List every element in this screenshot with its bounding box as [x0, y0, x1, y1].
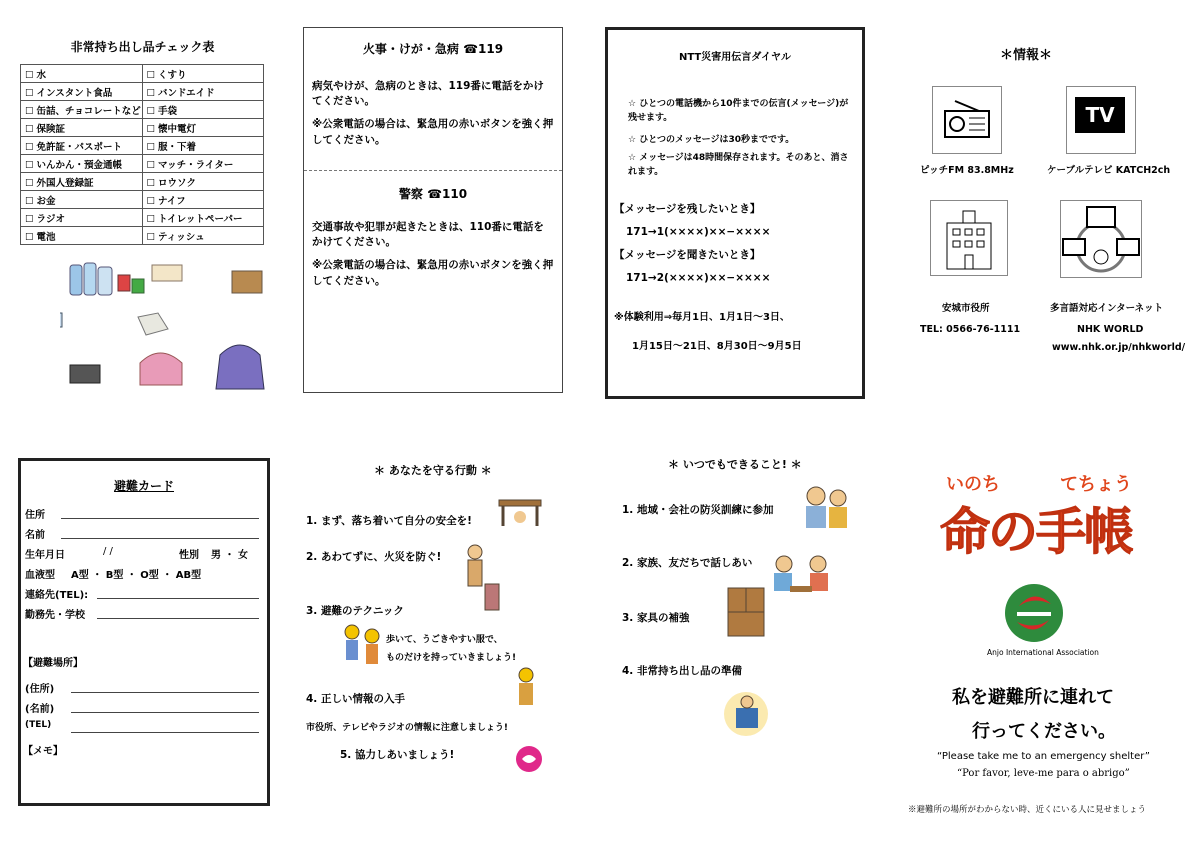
drill-people-icon — [798, 482, 854, 530]
radio-station-label: ピッチFM 83.8MHz — [920, 165, 1014, 176]
tv-icon — [1066, 86, 1136, 154]
association-logo — [1003, 582, 1065, 644]
contact-label: 連絡先(TEL): — [25, 590, 89, 601]
memo-heading: 【メモ】 — [23, 746, 63, 757]
fire-ambulance-text: 病気やけが、急病のときは、119番に電話をかけてください。 — [312, 80, 544, 108]
checklist-item[interactable]: ☐ 保険証 — [21, 119, 143, 137]
blood-type-label: 血液型 — [25, 570, 55, 581]
checklist-row — [21, 101, 264, 119]
action-item-5: 5. 協力しあいましょう! — [340, 749, 455, 761]
shelter-heading: 【避難場所】 — [23, 658, 83, 669]
leave-message-number: 171→1(××××)××−×××× — [626, 225, 771, 238]
radio-icon — [70, 365, 100, 383]
checklist-item[interactable]: ☐ トイレットペーパー — [142, 209, 264, 227]
checklist-row — [21, 173, 264, 191]
cable-tv-label: ケーブルテレビ KATCH2ch — [1047, 165, 1171, 176]
name-field[interactable] — [61, 538, 259, 539]
checklist-item[interactable]: ☐ 手袋 — [142, 101, 264, 119]
anytime-title: ＊ いつでもできること! ＊ — [668, 458, 802, 471]
internet-network-icon — [1060, 200, 1142, 278]
evacuating-people-icon — [340, 622, 384, 672]
city-hall-icon — [930, 200, 1008, 276]
gender-options[interactable]: 男 ・ 女 — [211, 550, 248, 561]
shelter-name-label: (名前) — [25, 704, 55, 715]
police-text: 交通事故や犯罪が起きたときは、110番に電話をかけてください。 — [312, 220, 544, 249]
shelter-name-field[interactable] — [71, 712, 259, 713]
towel-icon — [140, 353, 182, 385]
work-school-label: 勤務先・学校 — [25, 610, 85, 621]
birthday-field[interactable]: / / — [103, 546, 113, 557]
title-ruby-inochi: いのち — [946, 474, 1000, 495]
clothes-icon — [138, 313, 168, 335]
backpack-icon — [216, 345, 264, 389]
checklist-row — [21, 209, 264, 227]
portuguese-request: “Por favor, leve-me para o abrigo” — [957, 768, 1130, 779]
ntt-dial-panel — [605, 27, 865, 399]
multilingual-internet-label: 多言語対応インターネット — [1050, 303, 1164, 314]
checklist-item[interactable]: ☐ 電池 — [21, 227, 143, 245]
emergency-call-panel — [303, 27, 563, 393]
action-item-3-sub-2: ものだけを持っていきましょう! — [386, 653, 517, 663]
city-hall-label: 安城市役所 — [942, 303, 990, 314]
canned-food-icon — [118, 275, 144, 293]
checklist-item[interactable]: ☐ 懐中電灯 — [142, 119, 264, 137]
anytime-item-1: 1. 地域・会社の防災訓練に参加 — [622, 504, 774, 516]
english-request: “Please take me to an emergency shelter” — [937, 751, 1150, 762]
checklist-item[interactable]: ☐ 水 — [21, 65, 143, 83]
shelter-tel-label: (TEL) — [25, 720, 52, 730]
fire-extinguish-icon — [455, 540, 505, 612]
checklist-item[interactable]: ☐ バンドエイド — [142, 83, 264, 101]
emergency-bag-icon — [722, 688, 772, 740]
cooperation-logo-icon — [515, 745, 543, 773]
checklist-row — [21, 227, 264, 245]
info-title: ＊情報＊ — [1000, 48, 1053, 63]
leave-message-heading: 【メッセージを残したいとき】 — [614, 202, 761, 215]
shelter-request-line-2: 行ってください。 — [972, 721, 1116, 742]
police-payphone-note: ※公衆電話の場合は、緊急用の赤いボタンを強く押してください。 — [312, 259, 554, 287]
contact-field[interactable] — [97, 598, 259, 599]
checklist-item[interactable]: ☐ マッチ・ライター — [142, 155, 264, 173]
address-label: 住所 — [25, 510, 45, 521]
gender-label: 性別 — [179, 550, 199, 561]
action-item-2: 2. あわてずに、火災を防ぐ! — [306, 551, 442, 563]
checklist-item[interactable]: ☐ くすり — [142, 65, 264, 83]
cabinet-icon — [724, 584, 768, 640]
checklist-item[interactable]: ☐ いんかん・預金通帳 — [21, 155, 143, 173]
checklist-row — [21, 65, 264, 83]
checklist-row — [21, 191, 264, 209]
divider — [304, 170, 562, 171]
checklist-item[interactable]: ☐ 服・下着 — [142, 137, 264, 155]
shelter-tel-field[interactable] — [71, 732, 259, 733]
checklist-title: 非常持ち出し品チェック表 — [70, 40, 215, 54]
nhk-world-url: www.nhk.or.jp/nhkworld/ — [1052, 342, 1186, 353]
city-hall-phone: TEL: 0566-76-1111 — [920, 324, 1021, 335]
checklist-item[interactable]: ☐ ロウソク — [142, 173, 264, 191]
ntt-bullet-3: ☆ メッセージは48時間保存されます。そのあと、消されます。 — [628, 152, 849, 178]
checklist-row — [21, 83, 264, 101]
first-aid-kit-icon — [232, 271, 262, 293]
action-item-4: 4. 正しい情報の入手 — [306, 693, 405, 705]
medicine-icon — [60, 313, 62, 327]
checklist-row — [21, 155, 264, 173]
usage-note: ※避難所の場所がわからない時、近くにいる人に見せましょう — [908, 805, 1147, 815]
action-item-3-sub-1: 歩いて、うごきやすい服で、 — [386, 635, 503, 645]
card-title: 避難カード — [113, 479, 174, 493]
water-bottles-icon — [70, 263, 112, 295]
shelter-address-field[interactable] — [71, 692, 259, 693]
emergency-supplies-illustration — [60, 255, 270, 395]
checklist-row — [21, 119, 264, 137]
checklist-item[interactable]: ☐ ラジオ — [21, 209, 143, 227]
listen-message-number: 171→2(××××)××−×××× — [626, 272, 771, 285]
checklist-item[interactable]: ☐ インスタント食品 — [21, 83, 143, 101]
tv-icon-text: TV — [1075, 97, 1125, 133]
checklist-item[interactable]: ☐ 缶詰、チョコレートなど — [21, 101, 143, 119]
radio-icon — [932, 86, 1002, 154]
checklist-item[interactable]: ☐ 免許証・パスポート — [21, 137, 143, 155]
nhk-world-label: NHK WORLD — [1077, 324, 1144, 335]
checklist-item[interactable]: ☐ ティッシュ — [142, 227, 264, 245]
booklet-title: 命の手帳 — [940, 503, 1132, 561]
anytime-item-4: 4. 非常持ち出し品の準備 — [622, 665, 742, 677]
ntt-title: NTT災害用伝言ダイヤル — [679, 52, 791, 63]
actions-title: ＊ あなたを守る行動 ＊ — [374, 464, 492, 477]
checklist-row — [21, 137, 264, 155]
checklist-item[interactable]: ☐ ナイフ — [142, 191, 264, 209]
bandage-box-icon — [152, 265, 182, 281]
radio-listener-icon — [510, 666, 544, 710]
association-name: Anjo International Association — [987, 648, 1099, 657]
fire-payphone-note: ※公衆電話の場合は、緊急用の赤いボタンを強く押してください。 — [312, 118, 554, 146]
fire-ambulance-heading: 火事・けが・急病 ☎119 — [362, 42, 504, 56]
police-heading: 警察 ☎110 — [398, 186, 468, 201]
action-item-4-sub: 市役所、テレビやラジオの情報に注意しましょう! — [306, 723, 508, 733]
trial-schedule-2: 1月15日〜21日、8月30日〜9月5日 — [632, 341, 802, 353]
checklist-table — [20, 64, 264, 245]
ntt-bullet-1: ☆ ひとつの電話機から10件までの伝言(メッセージ)が残せます。 — [628, 99, 849, 124]
trial-schedule-1: ※体験利用⇒毎月1日、1月1日〜3日、 — [614, 312, 790, 324]
checklist-item[interactable]: ☐ 外国人登録証 — [21, 173, 143, 191]
anytime-item-2: 2. 家族、友だちで話しあい — [622, 557, 753, 569]
title-ruby-techou: てちょう — [1060, 474, 1132, 495]
work-school-field[interactable] — [97, 618, 259, 619]
checklist-item[interactable]: ☐ お金 — [21, 191, 143, 209]
ntt-bullet-2: ☆ ひとつのメッセージは30秒までです。 — [628, 134, 795, 145]
blood-type-options[interactable]: A型 ・ B型 ・ O型 ・ AB型 — [71, 570, 202, 581]
evacuation-card — [18, 458, 270, 806]
anytime-item-3: 3. 家具の補強 — [622, 612, 690, 624]
birthday-label: 生年月日 — [25, 550, 65, 561]
address-field[interactable] — [61, 518, 259, 519]
listen-message-heading: 【メッセージを聞きたいとき】 — [614, 249, 761, 261]
shelter-address-label: (住所) — [25, 684, 55, 695]
action-item-1: 1. まず、落ち着いて自分の安全を! — [306, 515, 472, 527]
family-talk-icon — [770, 550, 832, 602]
name-label: 名前 — [25, 530, 45, 541]
desk-shelter-icon — [495, 484, 545, 528]
action-item-3: 3. 避難のテクニック — [306, 605, 404, 617]
shelter-request-line-1: 私を避難所に連れて — [952, 687, 1114, 708]
